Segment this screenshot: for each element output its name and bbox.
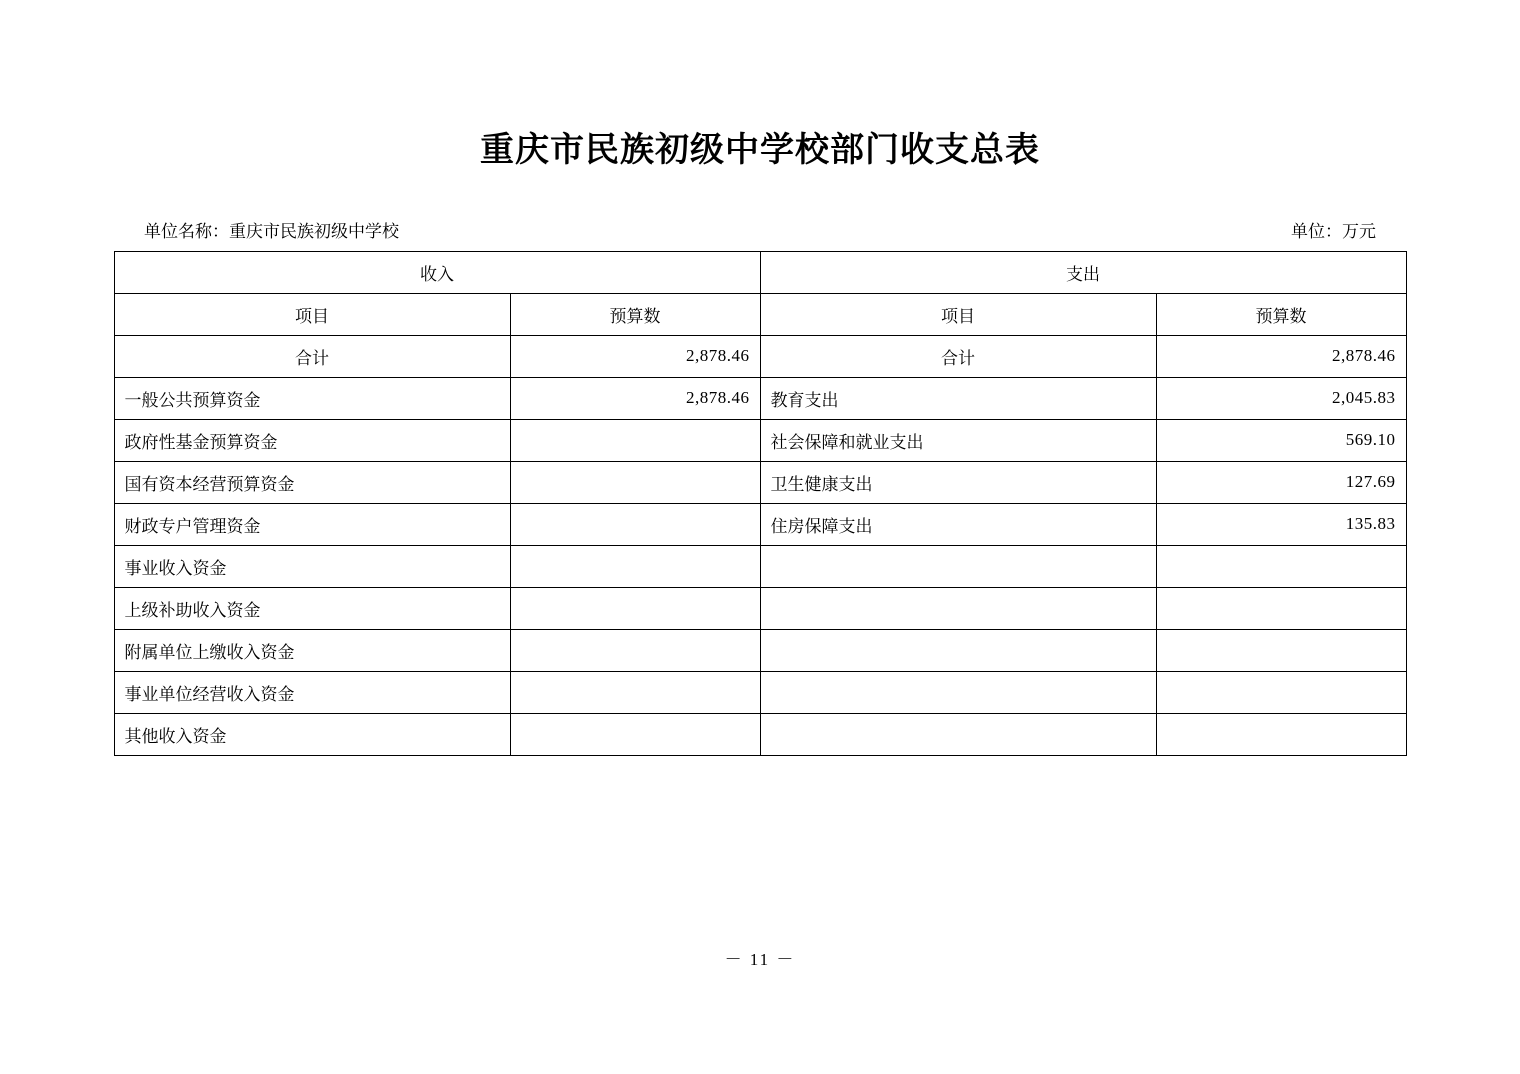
column-header-income-budget: 预算数 xyxy=(510,293,760,335)
cell-expenditure-item: 卫生健康支出 xyxy=(760,461,1156,503)
table-row xyxy=(114,629,1406,671)
table-row xyxy=(114,419,1406,461)
table-row xyxy=(114,587,1406,629)
page-title: 重庆市民族初级中学校部门收支总表 xyxy=(480,131,1040,169)
table-meta-row xyxy=(144,217,1376,243)
column-header-income-item: 项目 xyxy=(114,293,510,335)
group-header-income: 收入 xyxy=(114,251,760,293)
cell-expenditure-item xyxy=(760,545,1156,587)
cell-income-value xyxy=(510,461,760,503)
cell-expenditure-value: 127.69 xyxy=(1156,461,1406,503)
cell-expenditure-value: 2,045.83 xyxy=(1156,377,1406,419)
table-sub-header-row xyxy=(114,293,1406,335)
cell-expenditure-item xyxy=(760,671,1156,713)
cell-expenditure-value: 135.83 xyxy=(1156,503,1406,545)
cell-expenditure-item: 合计 xyxy=(760,335,1156,377)
cell-income-value xyxy=(510,545,760,587)
cell-expenditure-value xyxy=(1156,587,1406,629)
cell-income-item: 财政专户管理资金 xyxy=(114,503,510,545)
cell-income-item: 附属单位上缴收入资金 xyxy=(114,629,510,671)
cell-expenditure-item: 住房保障支出 xyxy=(760,503,1156,545)
column-header-expenditure-item: 项目 xyxy=(760,293,1156,335)
table-row xyxy=(114,713,1406,755)
cell-expenditure-value: 569.10 xyxy=(1156,419,1406,461)
cell-income-item: 其他收入资金 xyxy=(114,713,510,755)
table-row xyxy=(114,377,1406,419)
cell-expenditure-value xyxy=(1156,671,1406,713)
unit-name-label: 单位名称：重庆市民族初级中学校 xyxy=(144,221,399,241)
column-header-expenditure-budget: 预算数 xyxy=(1156,293,1406,335)
cell-expenditure-value: 2,878.46 xyxy=(1156,335,1406,377)
cell-income-value xyxy=(510,419,760,461)
cell-income-value: 2,878.46 xyxy=(510,335,760,377)
table-row xyxy=(114,545,1406,587)
cell-expenditure-item xyxy=(760,713,1156,755)
cell-income-item: 政府性基金预算资金 xyxy=(114,419,510,461)
table-row xyxy=(114,335,1406,377)
table-row xyxy=(114,671,1406,713)
cell-expenditure-value xyxy=(1156,545,1406,587)
table-group-header-row xyxy=(114,251,1406,293)
cell-income-item: 国有资本经营预算资金 xyxy=(114,461,510,503)
cell-expenditure-item xyxy=(760,629,1156,671)
budget-summary-table xyxy=(114,251,1407,756)
cell-income-item: 上级补助收入资金 xyxy=(114,587,510,629)
page-number: － 11 － xyxy=(724,950,796,969)
cell-income-item: 事业收入资金 xyxy=(114,545,510,587)
cell-income-value xyxy=(510,587,760,629)
cell-income-value: 2,878.46 xyxy=(510,377,760,419)
cell-income-item: 一般公共预算资金 xyxy=(114,377,510,419)
cell-income-value xyxy=(510,629,760,671)
cell-expenditure-item: 教育支出 xyxy=(760,377,1156,419)
cell-income-item: 事业单位经营收入资金 xyxy=(114,671,510,713)
cell-expenditure-item xyxy=(760,587,1156,629)
cell-income-value xyxy=(510,671,760,713)
group-header-expenditure: 支出 xyxy=(760,251,1406,293)
table-body xyxy=(114,335,1406,755)
cell-expenditure-value xyxy=(1156,713,1406,755)
table-row xyxy=(114,503,1406,545)
cell-income-value xyxy=(510,503,760,545)
cell-income-item: 合计 xyxy=(114,335,510,377)
table-row xyxy=(114,461,1406,503)
cell-expenditure-value xyxy=(1156,629,1406,671)
cell-expenditure-item: 社会保障和就业支出 xyxy=(760,419,1156,461)
cell-income-value xyxy=(510,713,760,755)
unit-measure-label: 单位：万元 xyxy=(1291,221,1376,241)
